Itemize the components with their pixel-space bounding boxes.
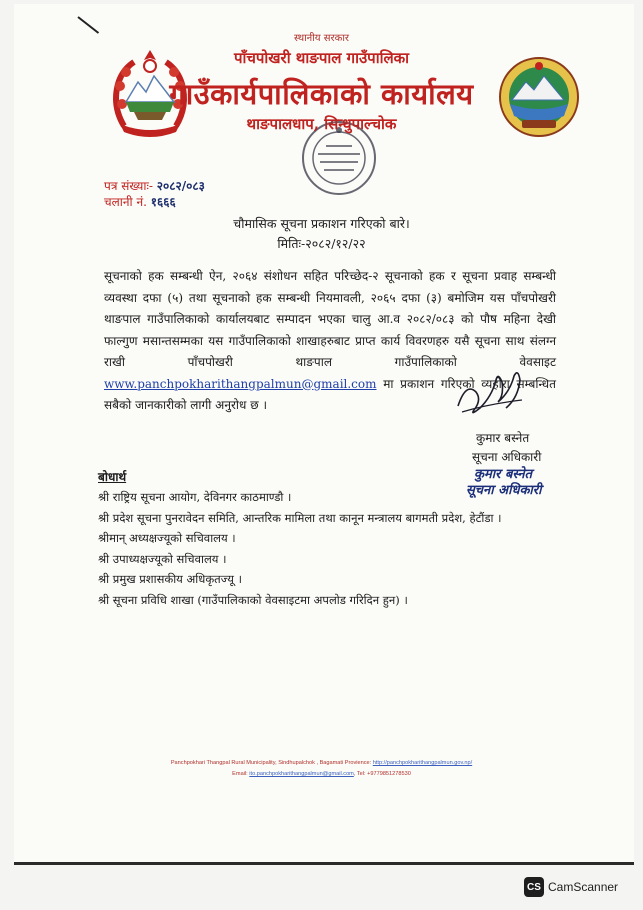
camscanner-label: CamScanner <box>548 880 619 894</box>
signatory-title: सूचना अधिकारी <box>472 450 542 464</box>
cc-item: श्रीमान् अध्यक्षज्यूको सचिवालय । <box>98 531 236 545</box>
cc-item: श्री राष्ट्रिय सूचना आयोग, देविनगर काठमाण्डौ । <box>98 490 292 504</box>
cc-list <box>98 487 502 610</box>
footer-phone: , Tel: +9779851278530 <box>353 771 411 777</box>
office-title: गाउँकार्यपालिकाको कार्यालय <box>169 77 474 111</box>
cc-item: श्री प्रदेश सूचना पुनरावेदन समिति, आन्तरिक मामिला तथा कानून मन्त्रालय बागमती प्रदेश, हेटौंडा । <box>98 510 502 525</box>
cc-item: श्री उपाध्यक्षज्यूको सचिवालय । <box>98 551 227 566</box>
letter-date: मितिः-२०८२/१२/२२ <box>277 236 366 251</box>
cc-title: बोधार्थ <box>98 470 127 484</box>
reference-number <box>104 177 205 194</box>
seal-name: कुमार बस्नेत <box>474 467 532 482</box>
footer-address <box>0 760 643 766</box>
footer-email-label: Email: <box>232 771 248 777</box>
reference-label: पत्र संख्याः- <box>104 179 153 193</box>
signature-icon <box>452 362 526 422</box>
cc-item: श्री सूचना प्रविधि शाखा (गाउँपालिकाको वेवसाइटमा अपलोड गरिदिन हुन) । <box>98 592 408 607</box>
camscanner-icon: CS <box>524 877 544 897</box>
dispatch-number <box>104 193 176 210</box>
office-address: थाङपालधाप, सिन्धुपाल्चोक <box>246 115 397 133</box>
body-text-start: सूचनाको हक सम्बन्धी ऐन, २०६४ संशोधन सहित परिच्छेद-२ सूचनाको हक र सूचना प्रवाह सम्बन्धी व्यवस्था दफा (५) तथा सूचनाको हक सम्बन्धी नियमावली, २०६५ दफा (३) बमोजिम यस पाँचपोखरी थाङपाल गाउँपालिकाको कार्यालयबाट सम्पादन भएका चालु आ.व २०८२/०८३ को पौष महिना देखी फाल्गुण मसान्तसम्मका यस गाउँपालिकाको शाखाहरुबाट प्राप्त कार्य विवरणहरु यसै सूचना साथ संलग्न राखी पाँचपोखरी थाङपाल गाउँपालिकाको वेवसाइट <box>104 269 556 369</box>
seal-title: सूचना अधिकारी <box>466 483 542 498</box>
dispatch-value: १६६६ <box>150 195 176 209</box>
local-government-label: स्थानीय सरकार <box>294 33 349 44</box>
footer-website-link[interactable]: http://panchpokharithangpalmun.gov.np/ <box>372 760 473 766</box>
body-text-end: मा प्रकाशन गरिएको व्यहोरा सम्बन्धित सबैको जानकारीको लागी अनुरोध छ । <box>104 376 556 412</box>
signatory-name: कुमार बस्नेत <box>476 431 530 445</box>
footer-contact <box>0 771 643 777</box>
reference-value: २०८२/०८३ <box>156 179 205 193</box>
dispatch-label: चलानी नं. <box>104 195 147 209</box>
footer-email-link[interactable]: ito.panchpokharithangpalmun@gmail.com <box>249 771 354 777</box>
cc-item: श्री प्रमुख प्रशासकीय अधिकृतज्यू । <box>98 572 242 586</box>
camscanner-watermark <box>524 876 618 898</box>
website-link[interactable]: www.panchpokharithangpalmun@gmail.com <box>104 376 377 391</box>
footer-address-text: Panchpokhari Thangpal Rural Municipality, Sindhupalchok , Bagamati Provience: <box>170 760 372 766</box>
letter-subject: चौमासिक सूचना प्रकाशन गरिएको बारे। <box>233 216 410 231</box>
municipality-name: पाँचपोखरी थाङपाल गाउँपालिका <box>233 49 410 67</box>
